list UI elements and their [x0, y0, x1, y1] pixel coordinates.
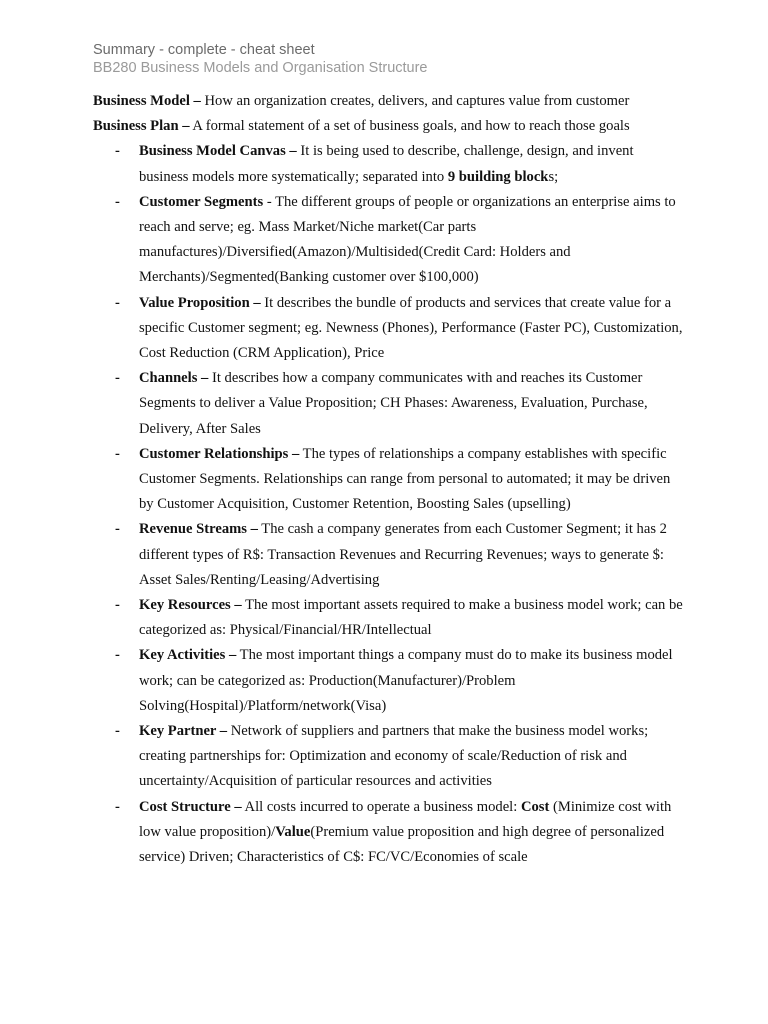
list-item-cost-structure	[93, 795, 683, 871]
item-term: Channels –	[139, 370, 209, 387]
item-term: Revenue Streams –	[139, 521, 258, 538]
item-term: Customer Relationships –	[139, 445, 300, 462]
list-item-channels	[93, 366, 683, 442]
item-term: Customer Segments	[139, 193, 264, 210]
bullet-dash: -	[115, 193, 120, 210]
item-emphasis-value: Value	[275, 823, 311, 840]
item-term: Key Resources –	[139, 597, 242, 614]
bullet-dash: -	[115, 647, 120, 664]
item-text: The most important assets required to make a business model work; can be categorized as: Physical/Financial/HR/Intellectual	[139, 597, 683, 639]
item-text: The types of relationships a company establishes with specific Customer Segments. Relationships can range from personal to automated; it may be driven by Customer Acquisition, Customer Retention, Boosting Sales (upselling)	[139, 445, 671, 513]
page-header	[93, 41, 428, 77]
document-subtitle: BB280 Business Models and Organisation Structure	[93, 60, 428, 76]
definition-business-plan	[93, 114, 683, 139]
item-text: It describes how a company communicates with and reaches its Customer Segments to deliver a Value Proposition; CH Phases: Awareness, Evaluation, Purchase, Delivery, After Sales	[139, 370, 648, 437]
item-text: It describes the bundle of products and services that create value for a specific Customer segment; eg. Newness (Phones), Performance (Faster PC), Customization, Cost Reduction (CRM Application), Price	[139, 294, 683, 362]
building-blocks-list	[93, 139, 683, 870]
list-item-customer-relationships	[93, 442, 683, 518]
item-text-middle: (Minimize cost with low value proposition)/	[139, 798, 672, 840]
list-item-key-resources	[93, 593, 683, 643]
bullet-dash: -	[115, 294, 120, 311]
definition-text: A formal statement of a set of business goals, and how to reach those goals	[189, 118, 630, 135]
list-item-key-partner	[93, 719, 683, 795]
item-emphasis-cost: Cost	[520, 798, 550, 815]
bullet-dash: -	[115, 597, 120, 614]
item-emphasis: 9 building block	[447, 168, 549, 185]
item-text: All costs incurred to operate a business model:	[241, 798, 521, 815]
bullet-dash: -	[115, 445, 120, 462]
document-body	[93, 89, 683, 870]
item-text-tail: (Premium value proposition and high degree of personalized service) Driven; Characteristics of C$: FC/VC/Economies of scale	[139, 823, 665, 866]
bullet-dash: -	[115, 143, 120, 160]
item-text: - The different groups of people or organizations an enterprise aims to reach and serve; eg. Mass Market/Niche market(Car parts manufactures)/Diversified(Amazon)/Multisided(Credit Card: Holders and Merchants)/Segmented(Banking customer over $100,000)	[139, 193, 676, 286]
item-text: Network of suppliers and partners that make the business model works; creating partnerships for: Optimization and economy of scale/Reduction of risk and uncertainty/Acquisition of particular resources and activities	[139, 723, 649, 790]
definition-business-model	[93, 89, 683, 114]
item-text: It is being used to describe, challenge, design, and invent business models more systematically; separated into	[139, 143, 634, 185]
list-item-customer-segments	[93, 190, 683, 291]
definition-term: Business Plan –	[93, 118, 190, 135]
item-term: Key Partner –	[139, 723, 228, 740]
definition-term: Business Model –	[93, 93, 201, 109]
list-item-key-activities	[93, 643, 683, 719]
bullet-dash: -	[115, 798, 120, 815]
bullet-dash: -	[115, 521, 120, 538]
item-text-tail: s;	[548, 168, 559, 185]
item-text: The most important things a company must do to make its business model work; can be categorized as: Production(Manufacturer)/Problem Solving(Hospital)/Platform/network(Visa)	[139, 647, 673, 714]
bullet-dash: -	[115, 723, 120, 740]
document-title: Summary - complete - cheat sheet	[93, 42, 315, 58]
bullet-dash: -	[115, 370, 120, 387]
definition-text: How an organization creates, delivers, and captures value from customer	[200, 93, 630, 109]
item-term: Business Model Canvas –	[139, 143, 297, 160]
item-term: Key Activities –	[139, 647, 237, 664]
item-term: Value Proposition –	[139, 294, 261, 311]
item-term: Cost Structure –	[139, 798, 242, 815]
list-item-value-proposition	[93, 291, 683, 367]
item-text: The cash a company generates from each Customer Segment; it has 2 different types of R$: Transaction Revenues and Recurring Revenues; ways to generate $: Asset Sales/Renting/Leasing/Advertising	[139, 521, 667, 588]
list-item-revenue-streams	[93, 517, 683, 593]
list-item-business-model-canvas	[93, 139, 683, 189]
